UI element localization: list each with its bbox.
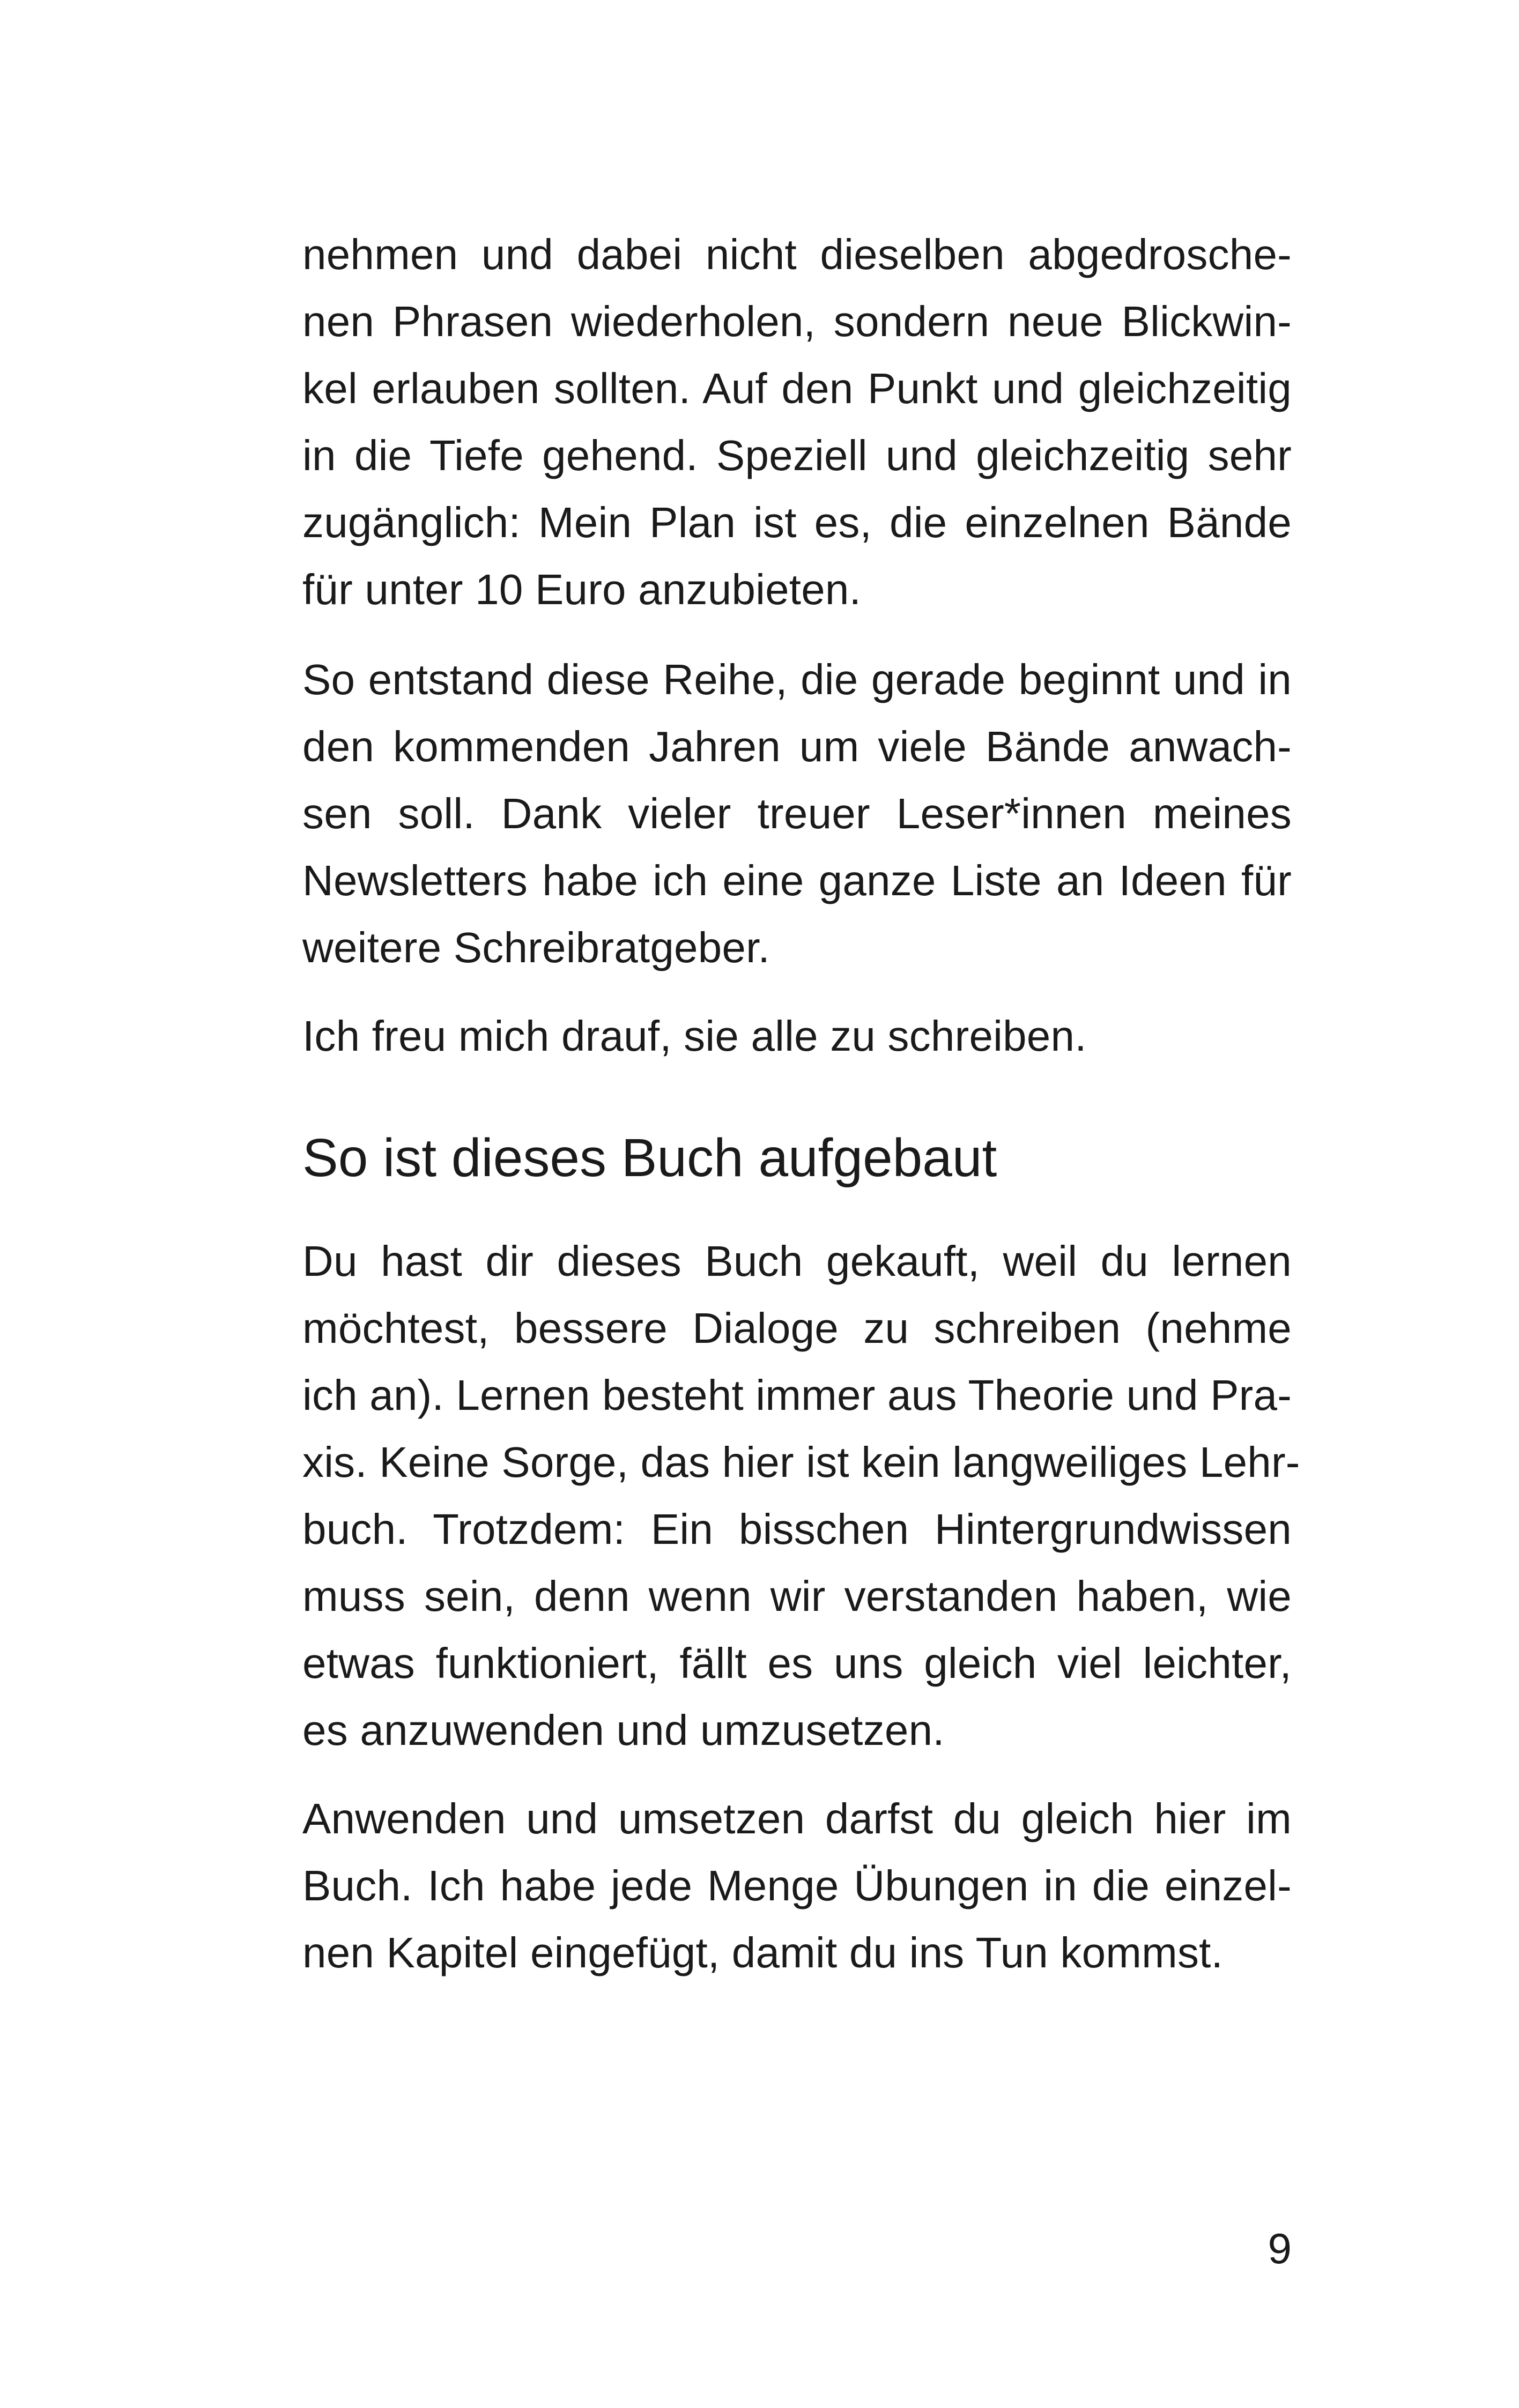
paragraph-line: So entstand diese Reihe, die gerade beginnt und in [302, 656, 1292, 703]
paragraph-line: nehmen und dabei nicht dieselben abgedrosche- [302, 231, 1292, 278]
paragraph-line: in die Tiefe gehend. Speziell und gleichzeitig sehr [302, 432, 1292, 479]
paragraph-line: nen Kapitel eingefügt, damit du ins Tun kommst. [302, 1929, 1224, 1976]
paragraph-line: xis. Keine Sorge, das hier ist kein langweiliges Lehr- [302, 1438, 1300, 1486]
paragraph-line: weitere Schreibratgeber. [302, 924, 770, 971]
paragraph-line: möchtest, bessere Dialoge zu schreiben (nehme [302, 1304, 1292, 1352]
paragraph-line: Ich freu mich drauf, sie alle zu schreiben. [302, 1012, 1087, 1060]
section-heading: So ist dieses Buch aufgebaut [302, 1128, 997, 1188]
paragraph-5 [302, 1785, 1292, 1986]
paragraph-line: Anwenden und umsetzen darfst du gleich hier im [302, 1795, 1292, 1842]
paragraph-1 [302, 221, 1292, 623]
paragraph-line: nen Phrasen wiederholen, sondern neue Blickwin- [302, 298, 1292, 345]
page-number: 9 [1268, 2225, 1292, 2272]
paragraph-line: Du hast dir dieses Buch gekauft, weil du lernen [302, 1237, 1292, 1285]
paragraph-line: zugänglich: Mein Plan ist es, die einzelnen Bände [302, 499, 1292, 546]
paragraph-line: ich an). Lernen besteht immer aus Theorie und Pra- [302, 1371, 1292, 1419]
paragraph-line: kel erlauben sollten. Auf den Punkt und gleichzeitig [302, 365, 1292, 412]
paragraph-line: den kommenden Jahren um viele Bände anwach- [302, 723, 1292, 770]
paragraph-line: sen soll. Dank vieler treuer Leser*innen meines [302, 790, 1292, 837]
paragraph-line: buch. Trotzdem: Ein bisschen Hintergrundwissen [302, 1505, 1292, 1553]
paragraph-line: Newsletters habe ich eine ganze Liste an Ideen für [302, 857, 1292, 904]
paragraph-line: muss sein, denn wenn wir verstanden haben, wie [302, 1572, 1292, 1620]
paragraph-2 [302, 646, 1292, 981]
paragraph-4 [302, 1228, 1300, 1764]
paragraph-line: es anzuwenden und umzusetzen. [302, 1706, 945, 1754]
paragraph-3 [302, 1002, 1292, 1069]
paragraph-line: für unter 10 Euro anzubieten. [302, 566, 862, 613]
paragraph-line: Buch. Ich habe jede Menge Übungen in die einzel- [302, 1862, 1292, 1909]
paragraph-line: etwas funktioniert, fällt es uns gleich viel leichter, [302, 1639, 1292, 1687]
